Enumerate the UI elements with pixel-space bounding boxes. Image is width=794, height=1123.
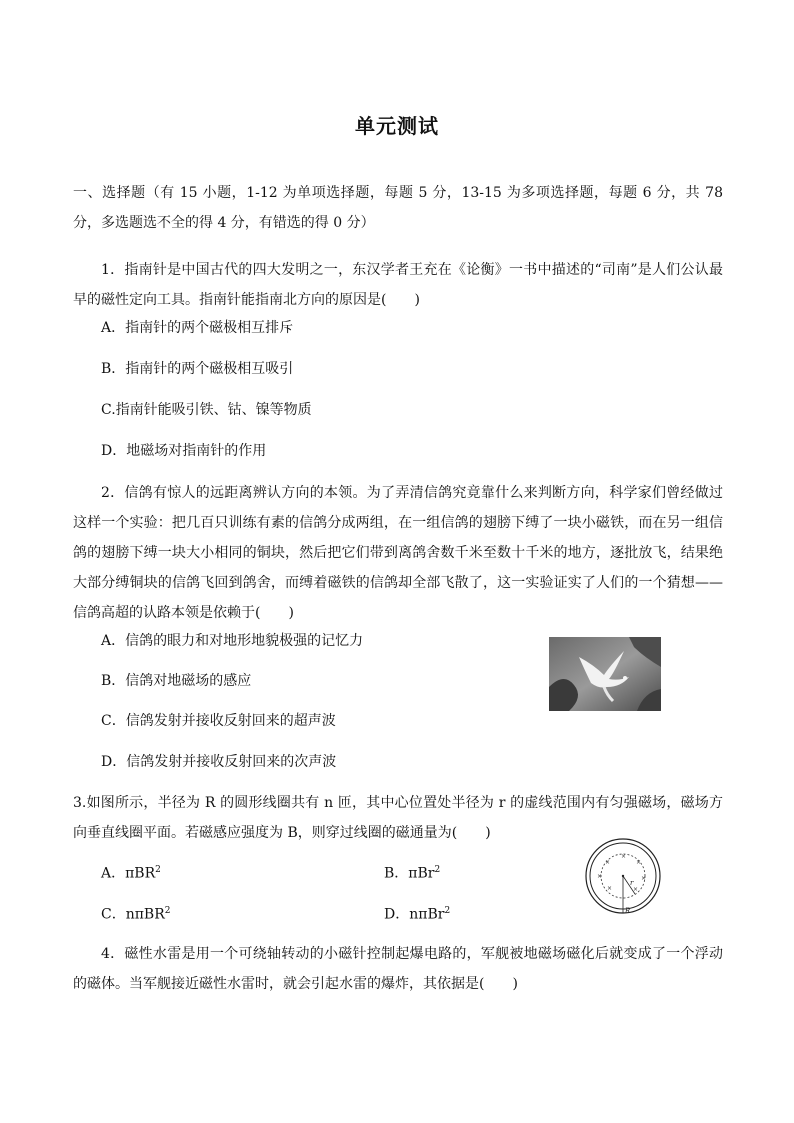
question-1-option-b: B．指南针的两个磁极相互吸引: [101, 361, 294, 377]
question-4-stem: 4．磁性水雷是用一个可绕轴转动的小磁针控制起爆电路的，军舰被地磁场磁化后就变成了一个浮动的磁体。当军舰接近磁性水雷时，就会引起水雷的爆炸，其依据是( ): [73, 946, 723, 992]
question-3-option-a: [101, 860, 161, 884]
option-d-exponent: 2: [444, 906, 451, 916]
section-heading: 一、选择题（有 15 小题，1-12 为单项选择题，每题 5 分，13-15 为多项选择题，每题 6 分，共 78 分，多选题选不全的得 4 分，有错选的得 0 分）: [73, 185, 723, 231]
question-1-option-a: A．指南针的两个磁极相互排斥: [101, 320, 294, 336]
R-label: R: [625, 907, 631, 915]
question-1-option-d: D．地磁场对指南针的作用: [101, 443, 267, 459]
question-3-option-c: [101, 901, 171, 925]
option-c-exponent: 2: [164, 906, 171, 916]
svg-text:×: ×: [607, 885, 613, 892]
option-a-exponent: 2: [155, 865, 161, 875]
svg-text:×: ×: [641, 875, 647, 882]
r-label: r: [630, 879, 634, 887]
question-3-stem: 3.如图所示，半径为 R 的圆形线圈共有 n 匝，其中心位置处半径为 r 的虚线范围内有匀强磁场，磁场方向垂直线圈平面。若磁感应强度为 B，则穿过线圈的磁通量为( ): [73, 795, 723, 841]
option-b-text: B．πBr: [384, 865, 435, 882]
option-c-text: C．nπBR: [101, 906, 165, 923]
question-3-option-b: [384, 860, 440, 884]
page-title: 单元测试: [355, 114, 439, 138]
svg-text:×: ×: [605, 859, 611, 866]
question-2-option-b: B．信鸽对地磁场的感应: [101, 673, 252, 689]
question-2-option-c: C．信鸽发射并接收反射回来的超声波: [101, 713, 336, 729]
question-2-option-d: D．信鸽发射并接收反射回来的次声波: [101, 754, 337, 770]
pigeon-photo: [549, 637, 661, 711]
option-d-text: D．nπBr: [384, 906, 445, 923]
option-b-exponent: 2: [434, 865, 441, 875]
svg-text:×: ×: [633, 886, 639, 893]
svg-text:×: ×: [636, 859, 642, 866]
question-1-stem: 1．指南针是中国古代的四大发明之一，东汉学者王充在《论衡》一书中描述的“司南”是人们公认最早的磁性定向工具。指南针能指南北方向的原因是( ): [73, 262, 723, 308]
svg-text:×: ×: [621, 853, 627, 860]
question-3-option-d: [384, 901, 450, 925]
question-1-option-c: C.指南针能吸引铁、钴、镍等物质: [101, 402, 312, 418]
question-2-option-a: A．信鸽的眼力和对地形地貌极强的记忆力: [101, 633, 364, 649]
svg-text:×: ×: [597, 873, 603, 880]
coil-diagram: [583, 836, 663, 916]
option-a-text: A．πBR: [101, 865, 156, 882]
question-2-stem: 2．信鸽有惊人的远距离辨认方向的本领。为了弄清信鸽究竟靠什么来判断方向，科学家们曾经做过这样一个实验：把几百只训练有素的信鸽分成两组，在一组信鸽的翅膀下缚了一块小磁铁，而在另一组信鸽的翅膀下缚一块大小相同的铜块，然后把它们带到离鸽舍数千米至数十千米的地方，逐批放飞，结果绝大部分缚铜块的信鸽飞回到鸽舍，而缚着磁铁的信鸽却全部飞散了，这一实验证实了人们的一个猜想——信鸽高超的认路本领是依赖于( ): [73, 485, 723, 621]
